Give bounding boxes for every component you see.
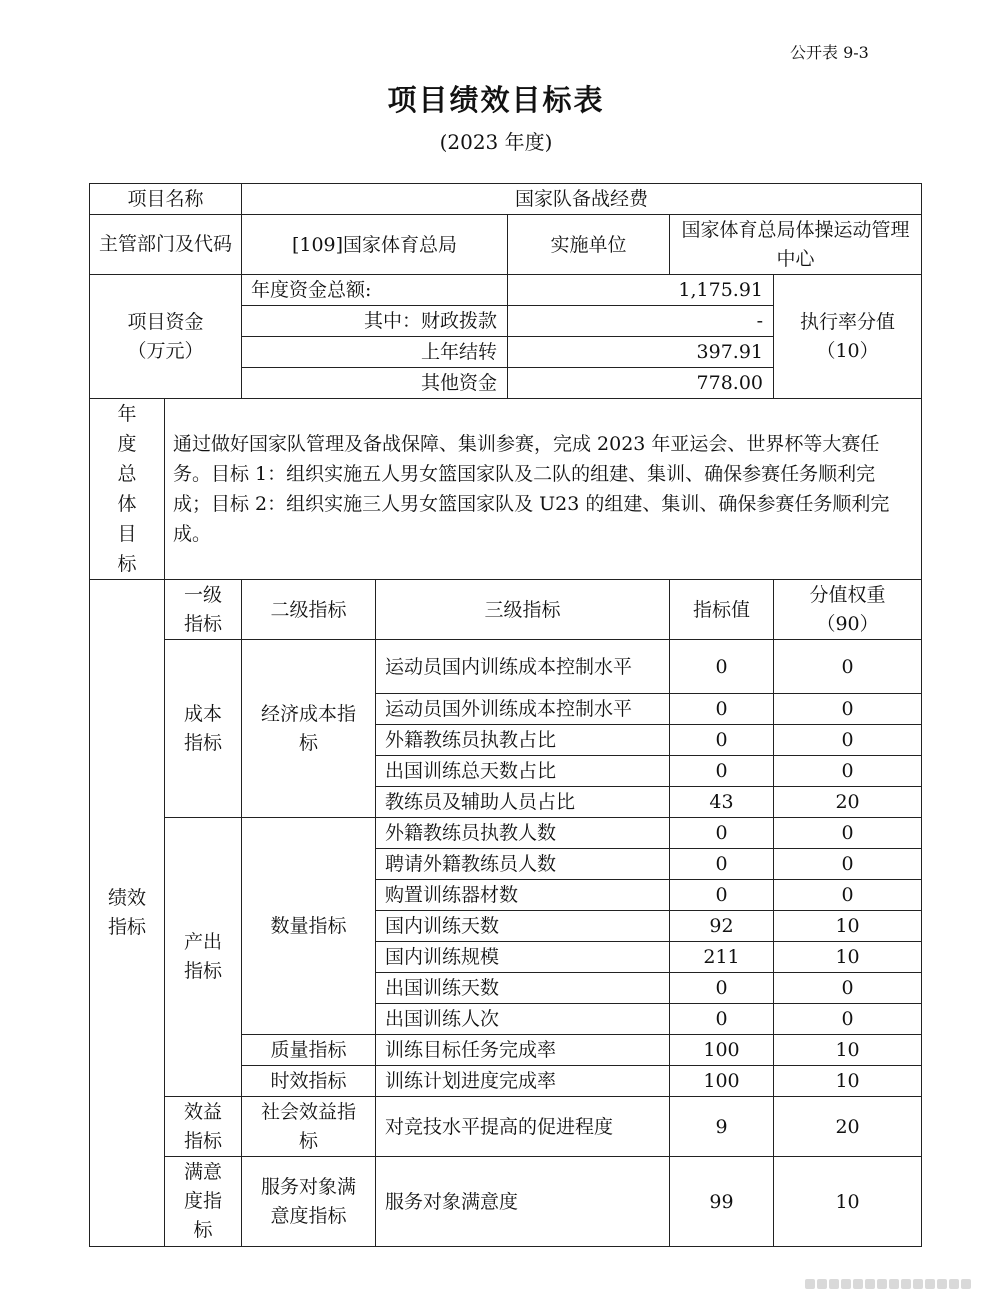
- indicator-weight: 0: [774, 1004, 922, 1035]
- funds-other-label: 其他资金: [242, 368, 508, 399]
- indicator-value: 9: [670, 1097, 774, 1157]
- header-level1: 一级指标: [165, 580, 242, 640]
- indicator-weight: 20: [774, 787, 922, 818]
- funds-row: [90, 275, 922, 306]
- indicator-name: 训练目标任务完成率: [376, 1035, 670, 1066]
- indicator-value: 100: [670, 1066, 774, 1097]
- indicators-section-label: 绩效指标: [90, 580, 165, 1247]
- indicator-name: 服务对象满意度: [376, 1157, 670, 1247]
- indicator-value: 0: [670, 725, 774, 756]
- indicator-weight: 10: [774, 942, 922, 973]
- form-number: 公开表 9-3: [790, 43, 869, 62]
- dot: [925, 1279, 935, 1289]
- dept-label: 主管部门及代码: [90, 215, 242, 275]
- indicator-weight: 10: [774, 1066, 922, 1097]
- dot: [805, 1279, 815, 1289]
- indicator-name: 外籍教练员执教占比: [376, 725, 670, 756]
- dot: [877, 1279, 887, 1289]
- indicator-name: 训练计划进度完成率: [376, 1066, 670, 1097]
- indicator-value: 0: [670, 880, 774, 911]
- funds-fiscal-value: -: [508, 306, 774, 337]
- indicator-name: 国内训练天数: [376, 911, 670, 942]
- indicator-value: 43: [670, 787, 774, 818]
- indicator-weight: 10: [774, 1157, 922, 1247]
- project-name-value: 国家队备战经费: [242, 184, 922, 215]
- benefit-level2: 社会效益指标: [242, 1097, 376, 1157]
- indicator-value: 0: [670, 640, 774, 694]
- indicator-weight: 0: [774, 756, 922, 787]
- indicator-name: 外籍教练员执教人数: [376, 818, 670, 849]
- page-title: 项目绩效目标表: [387, 83, 605, 117]
- indicator-value: 0: [670, 973, 774, 1004]
- table-row: [90, 640, 922, 694]
- funds-total-label: 年度资金总额:: [242, 275, 508, 306]
- indicator-header-row: [90, 580, 922, 640]
- funds-fiscal-label: 其中：财政拨款: [242, 306, 508, 337]
- indicator-value: 0: [670, 1004, 774, 1035]
- dot: [841, 1279, 851, 1289]
- indicator-weight: 0: [774, 880, 922, 911]
- indicator-value: 0: [670, 818, 774, 849]
- project-name-label: 项目名称: [90, 184, 242, 215]
- output-quantity: 数量指标: [242, 818, 376, 1035]
- indicator-value: 100: [670, 1035, 774, 1066]
- indicator-weight: 0: [774, 694, 922, 725]
- project-name-row: [90, 184, 922, 215]
- indicator-value: 0: [670, 694, 774, 725]
- goal-label: 年度总体目标: [90, 399, 165, 580]
- cost-level2: 经济成本指标: [242, 640, 376, 818]
- funds-other-value: 778.00: [508, 368, 774, 399]
- funds-label: 项目资金（万元）: [90, 275, 242, 399]
- dot: [817, 1279, 827, 1289]
- table-row: [90, 818, 922, 849]
- funds-carryover-value: 397.91: [508, 337, 774, 368]
- indicator-weight: 0: [774, 725, 922, 756]
- fiscal-year: (2023 年度): [439, 130, 553, 154]
- header-level2: 二级指标: [242, 580, 376, 640]
- indicator-weight: 0: [774, 818, 922, 849]
- dot: [913, 1279, 923, 1289]
- dept-value: [109]国家体育总局: [242, 215, 508, 275]
- indicator-weight: 0: [774, 849, 922, 880]
- impl-unit-value: 国家体育总局体操运动管理中心: [670, 215, 922, 275]
- goal-text: 通过做好国家队管理及备战保障、集训参赛，完成 2023 年亚运会、世界杯等大赛任务。目标 1：组织实施五人男女篮国家队及二队的组建、集训、确保参赛任务顺利完成；目标 2：组织实施三人男女篮国家队及 U23 的组建、集训、确保参赛任务顺利完成。: [165, 399, 922, 580]
- indicator-weight: 0: [774, 640, 922, 694]
- table-row: [90, 1157, 922, 1247]
- output-quality: 质量指标: [242, 1035, 376, 1066]
- funds-total-value: 1,175.91: [508, 275, 774, 306]
- impl-unit-label: 实施单位: [508, 215, 670, 275]
- indicator-name: 出国训练总天数占比: [376, 756, 670, 787]
- exec-rate-label: 执行率分值（10）: [774, 275, 922, 399]
- goal-row: [90, 399, 922, 580]
- indicator-value: 0: [670, 849, 774, 880]
- dot: [961, 1279, 971, 1289]
- dot: [949, 1279, 959, 1289]
- header-value: 指标值: [670, 580, 774, 640]
- table-row: [90, 1097, 922, 1157]
- dot: [865, 1279, 875, 1289]
- satisfaction-level2: 服务对象满意度指标: [242, 1157, 376, 1247]
- indicator-name: 教练员及辅助人员占比: [376, 787, 670, 818]
- performance-table: [89, 183, 922, 1247]
- indicator-value: 99: [670, 1157, 774, 1247]
- indicator-name: 国内训练规模: [376, 942, 670, 973]
- dot: [853, 1279, 863, 1289]
- indicator-name: 购置训练器材数: [376, 880, 670, 911]
- header-weight: 分值权重（90）: [774, 580, 922, 640]
- indicator-weight: 0: [774, 973, 922, 1004]
- dot: [901, 1279, 911, 1289]
- satisfaction-level1: 满意度指标: [165, 1157, 242, 1247]
- header-level3: 三级指标: [376, 580, 670, 640]
- output-timeliness: 时效指标: [242, 1066, 376, 1097]
- department-row: [90, 215, 922, 275]
- dot: [889, 1279, 899, 1289]
- indicator-weight: 10: [774, 1035, 922, 1066]
- dot: [937, 1279, 947, 1289]
- indicator-name: 聘请外籍教练员人数: [376, 849, 670, 880]
- indicator-name: 运动员国内训练成本控制水平: [376, 640, 670, 694]
- indicator-weight: 20: [774, 1097, 922, 1157]
- indicator-name: 出国训练人次: [376, 1004, 670, 1035]
- cost-level1: 成本指标: [165, 640, 242, 818]
- page-indicator-dots: [805, 1274, 981, 1286]
- output-level1: 产出指标: [165, 818, 242, 1097]
- benefit-level1: 效益指标: [165, 1097, 242, 1157]
- indicator-weight: 10: [774, 911, 922, 942]
- dot: [829, 1279, 839, 1289]
- indicator-name: 出国训练天数: [376, 973, 670, 1004]
- indicator-name: 对竞技水平提高的促进程度: [376, 1097, 670, 1157]
- indicator-value: 92: [670, 911, 774, 942]
- funds-carryover-label: 上年结转: [242, 337, 508, 368]
- indicator-value: 211: [670, 942, 774, 973]
- indicator-value: 0: [670, 756, 774, 787]
- indicator-name: 运动员国外训练成本控制水平: [376, 694, 670, 725]
